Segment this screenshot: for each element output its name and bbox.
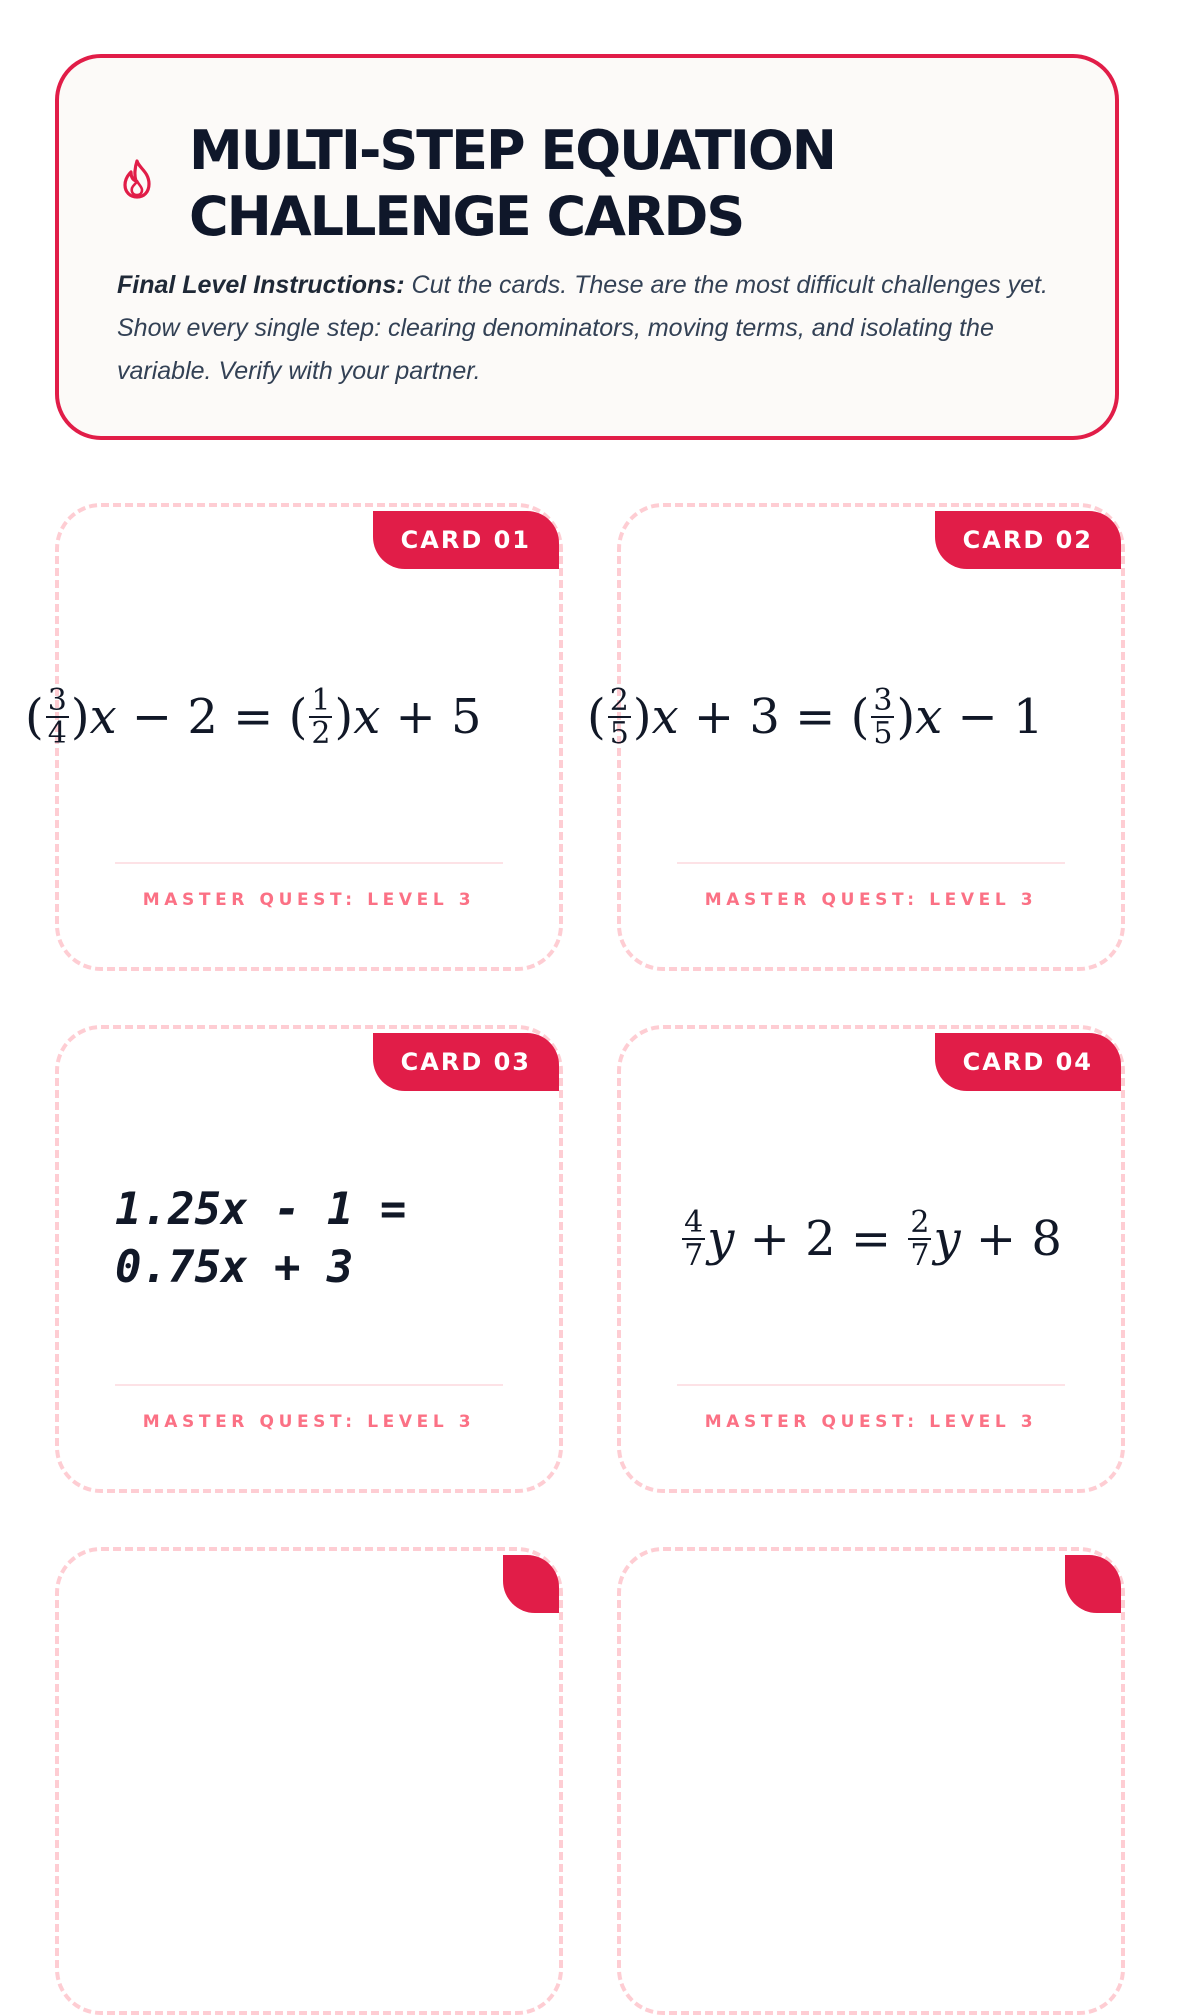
card-footer-label: MASTER QUEST: LEVEL 3: [142, 890, 476, 910]
challenge-card-02: [587, 503, 1125, 971]
card-number-badge: CARD 03: [373, 1033, 559, 1091]
equation-tail: + 5: [380, 689, 482, 745]
card-divider: [677, 862, 1065, 864]
instructions-label: Final Level Instructions:: [117, 271, 405, 299]
card-equation: [621, 1179, 1121, 1299]
equation-tail: + 8: [960, 1211, 1062, 1267]
fraction-denominator: 7: [910, 1238, 930, 1273]
fraction: [309, 682, 332, 751]
fraction-denominator: 2: [311, 716, 331, 751]
equation-tail: − 1: [942, 689, 1044, 745]
fraction: [46, 682, 69, 751]
fraction: [608, 682, 631, 751]
variable: y: [933, 1211, 961, 1267]
equation-middle: + 3 =: [678, 689, 851, 745]
paren: (: [288, 689, 308, 745]
fraction-numerator: 4: [684, 1204, 704, 1240]
challenge-card-06-partial: [617, 1547, 1125, 2015]
fraction-numerator: 3: [47, 682, 67, 718]
fraction: [871, 682, 894, 751]
paren: ): [896, 689, 916, 745]
fraction-denominator: 7: [684, 1238, 704, 1273]
page-title: MULTI-STEP EQUATION CHALLENGE CARDS: [189, 119, 835, 248]
fraction-denominator: 4: [47, 716, 67, 751]
variable: y: [707, 1211, 735, 1267]
challenge-card-04: [617, 1025, 1125, 1493]
instructions-panel: [55, 54, 1119, 440]
paren: ): [334, 689, 354, 745]
challenge-card-03: [55, 1025, 563, 1493]
card-divider: [115, 1384, 503, 1386]
equation-middle: + 2 =: [734, 1211, 907, 1267]
card-equation: 1.25x - 1 = 0.75x + 3: [115, 1184, 407, 1293]
fraction-numerator: 2: [609, 682, 629, 718]
variable: x: [89, 689, 117, 745]
paren: ): [70, 689, 90, 745]
card-footer-label: MASTER QUEST: LEVEL 3: [704, 890, 1038, 910]
fraction-denominator: 5: [609, 716, 629, 751]
paren: (: [587, 689, 606, 745]
card-number-badge: [1065, 1555, 1121, 1613]
fraction-numerator: 1: [311, 682, 331, 718]
challenge-card-05-partial: [55, 1547, 563, 2015]
paren: ): [632, 689, 652, 745]
paren: (: [25, 689, 44, 745]
equation-middle: − 2 =: [116, 689, 289, 745]
fraction-denominator: 5: [873, 716, 893, 751]
flame-icon: [119, 158, 155, 200]
fraction: [908, 1204, 931, 1273]
card-number-badge: CARD 04: [935, 1033, 1121, 1091]
card-divider: [677, 1384, 1065, 1386]
card-footer-label: MASTER QUEST: LEVEL 3: [142, 1412, 476, 1432]
variable: x: [651, 689, 679, 745]
card-equation: [25, 657, 559, 777]
fraction: [682, 1204, 705, 1273]
variable: x: [915, 689, 943, 745]
card-number-badge: CARD 01: [373, 511, 559, 569]
card-number-badge: CARD 02: [935, 511, 1121, 569]
variable: x: [353, 689, 381, 745]
instructions-text: [117, 264, 1057, 393]
paren: (: [850, 689, 870, 745]
fraction-numerator: 2: [910, 1204, 930, 1240]
card-number-badge: [503, 1555, 559, 1613]
card-footer-label: MASTER QUEST: LEVEL 3: [704, 1412, 1038, 1432]
fraction-numerator: 3: [873, 682, 893, 718]
instructions-body: Cut the cards. These are the most difficult challenges yet. Show every single step: clearing denominators, moving terms, and isolating the variable. Verify with your partner.: [117, 271, 1048, 385]
card-divider: [115, 862, 503, 864]
card-equation: [587, 657, 1121, 777]
challenge-card-01: [25, 503, 563, 971]
